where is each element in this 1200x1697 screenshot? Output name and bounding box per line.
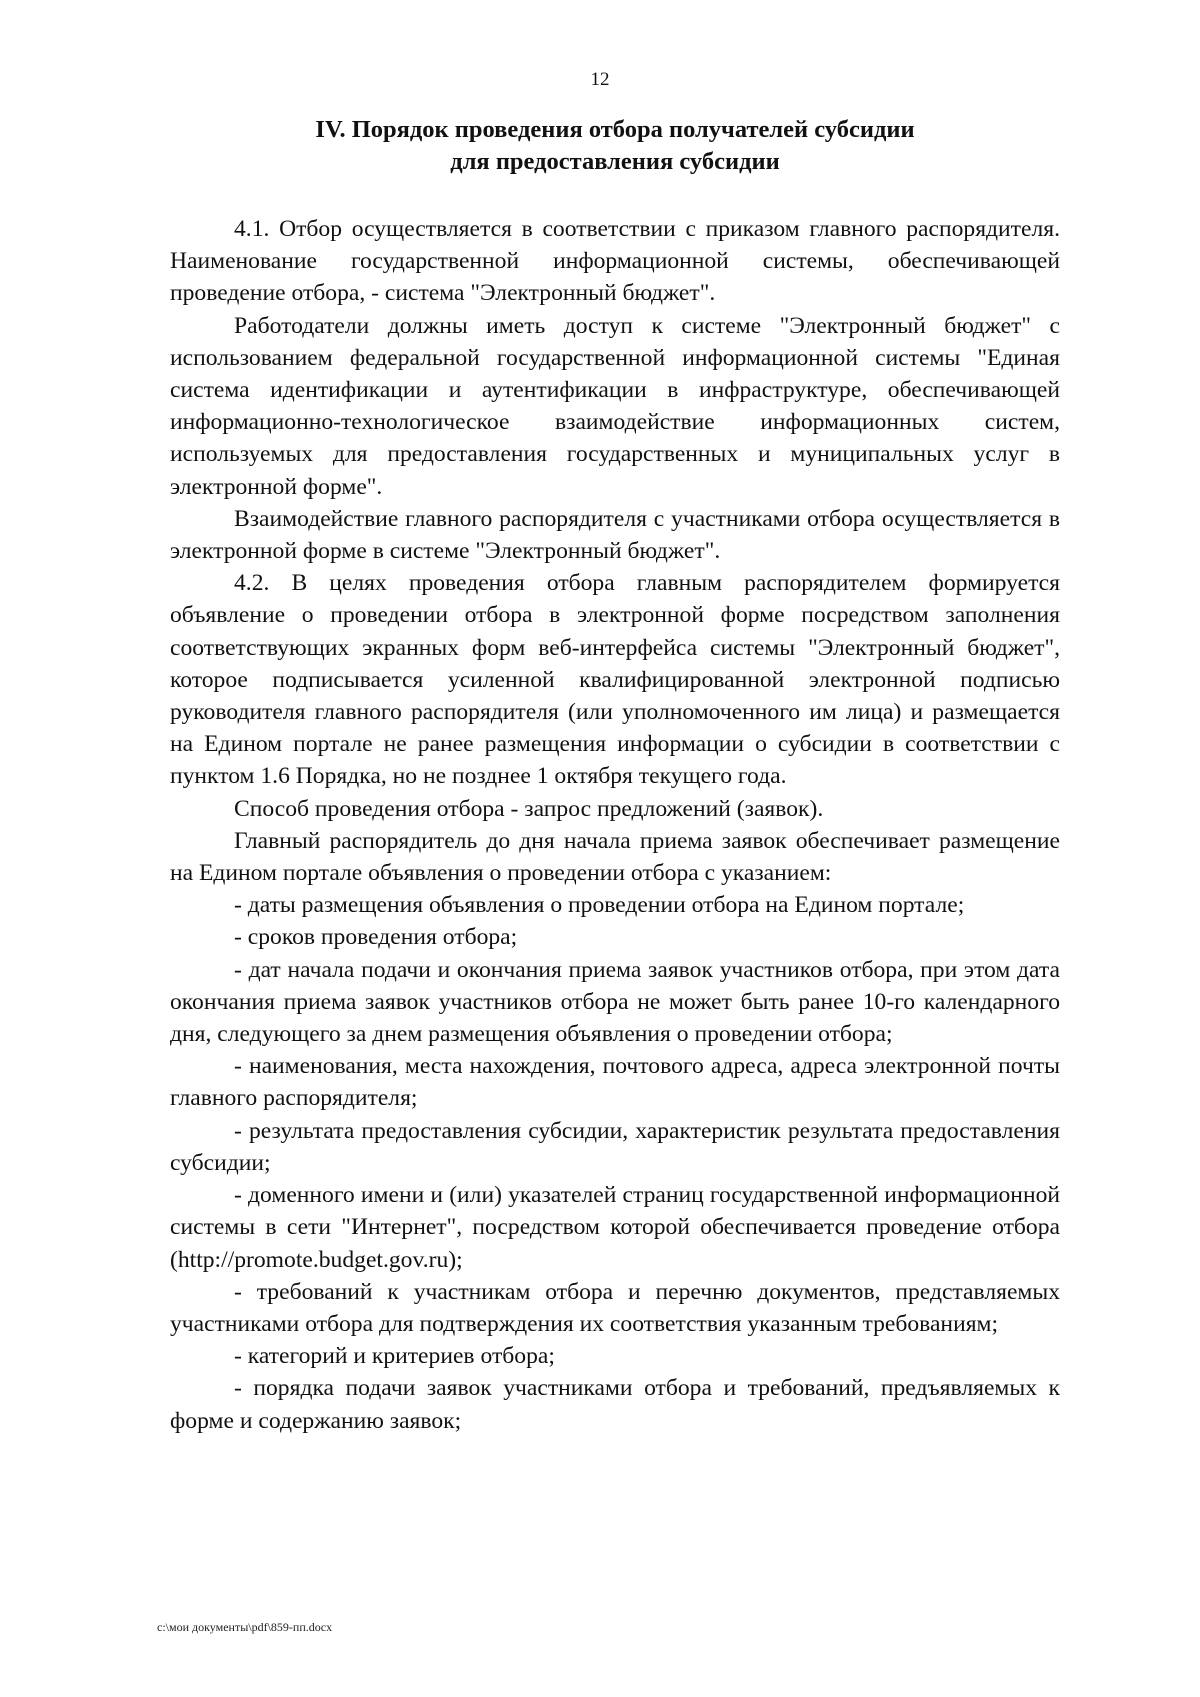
paragraph-employers-access: Работодатели должны иметь доступ к системе "Электронный бюджет" с использованием федеральной государственной информационной системы "Единая система идентификации и аутентификации в инфраструктуре, обеспечивающей информационно-технологическое взаимодействие информационных систем, используемых для предоставления государственных и муниципальных услуг в электронной форме". bbox=[170, 312, 1060, 500]
section-title-line-1: IV. Порядок проведения отбора получателей субсидии bbox=[315, 116, 915, 143]
paragraph-interaction: Взаимодействие главного распорядителя с участниками отбора осуществляется в электронной форме в системе "Электронный бюджет". bbox=[170, 505, 1060, 565]
list-item-result: - результата предоставления субсидии, характеристик результата предоставления субсидии; bbox=[170, 1117, 1060, 1176]
list-item-contacts: - наименования, места нахождения, почтового адреса, адреса электронной почты главного распорядителя; bbox=[170, 1053, 1060, 1112]
list-item-terms: - сроков проведения отбора; bbox=[234, 924, 518, 951]
page-number: 12 bbox=[590, 69, 610, 90]
list-item-domain-name: - доменного имени и (или) указателей страниц государственной информационной системы в сети "Интернет", посредством которой обеспечивается проведение отбора (http://promote.budget.gov.ru); bbox=[170, 1182, 1060, 1273]
paragraph-selection-method: Способ проведения отбора - запрос предложений (заявок). bbox=[234, 795, 824, 822]
list-item-application-dates: - дат начала подачи и окончания приема заявок участников отбора, при этом дата окончания приема заявок участников отбора не может быть ранее 10-го календарного дня, следующего за днем размещения объявления о проведении отбора; bbox=[170, 956, 1060, 1048]
section-title-line-2: для предоставления субсидии bbox=[450, 148, 780, 175]
list-item-placement-date: - даты размещения объявления о проведении отбора на Едином портале; bbox=[234, 892, 965, 919]
list-item-requirements: - требований к участникам отбора и перечню документов, представляемых участниками отбора для подтверждения их соответствия указанным требованиям; bbox=[170, 1278, 1060, 1337]
document-body bbox=[170, 213, 1060, 1437]
file-path-footer: c:\мои документы\pdf\859-пп.docx bbox=[157, 1620, 333, 1634]
section-title bbox=[170, 114, 1060, 178]
paragraph-announcement-intro: Главный распорядитель до дня начала приема заявок обеспечивает размещение на Едином портале объявления о проведении отбора с указанием: bbox=[170, 827, 1060, 887]
list-item-submission-procedure: - порядка подачи заявок участниками отбора и требований, предъявляемых к форме и содержанию заявок; bbox=[170, 1375, 1060, 1434]
list-item-categories: - категорий и критериев отбора; bbox=[234, 1343, 555, 1370]
paragraph-4-2: 4.2. В целях проведения отбора главным распорядителем формируется объявление о проведении отбора в электронной форме посредством заполнения соответствующих экранных форм веб-интерфейса системы "Электронный бюджет", которое подписывается усиленной квалифицированной электронной подписью руководителя главного распорядителя (или уполномоченного им лица) и размещается на Едином портале не ранее размещения информации о субсидии в соответствии с пунктом 1.6 Порядка, но не позднее 1 октября текущего года. bbox=[170, 570, 1060, 790]
paragraph-4-1: 4.1. Отбор осуществляется в соответствии с приказом главного распорядителя. Наименование государственной информационной системы, обеспечивающей проведение отбора, - система "Электронный бюджет". bbox=[170, 216, 1060, 307]
